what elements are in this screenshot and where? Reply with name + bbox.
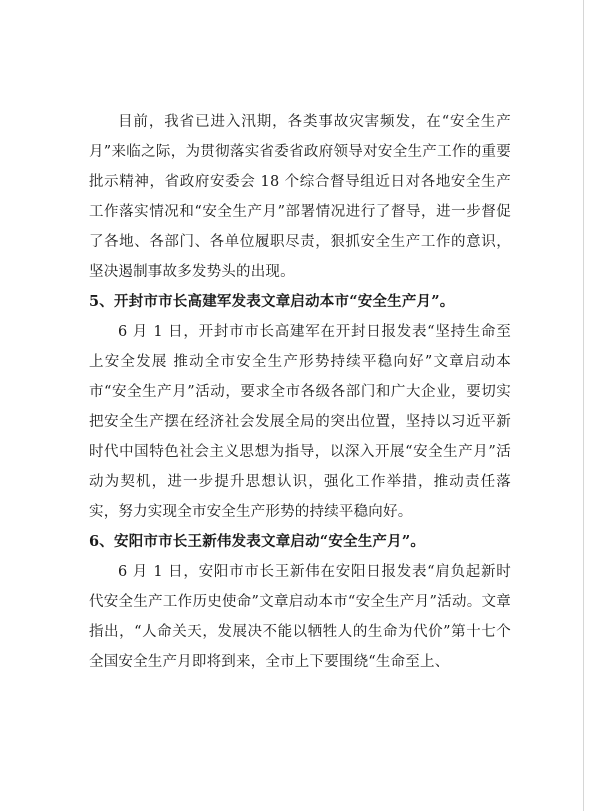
document-body bbox=[89, 107, 511, 677]
section-heading-anyang: 6、安阳市市长王新伟发表文章启动“安全生产月”。 bbox=[89, 533, 426, 550]
paragraph-kaifeng-article: 6 月 1 日，开封市市长高建军在开封日报发表“坚持生命至上安全发展 推动全市安全生产形势持续平稳向好”文章启动本市“安全生产月”活动，要求全市各级各部门和广大企业，要切实把安全生产摆在经济社会发展全局的突出位置，坚持以习近平新时代中国特色社会主义思想为指导，以深入开展“安全生产月”活动为契机，进一步提升思想认识，强化工作举措，推动责任落实，努力实现全市安全生产形势的持续平稳向好。 bbox=[89, 324, 511, 520]
paragraph-anyang-article: 6 月 1 日，安阳市市长王新伟在安阳日报发表“肩负起新时代安全生产工作历史使命”文章启动本市“安全生产月”活动。文章指出，“人命关天，发展决不能以牺牲人的生命为代价”第十七个全国安全生产月即将到来，全市上下要围绕“生命至上、 bbox=[89, 564, 511, 670]
page-edge-divider bbox=[583, 0, 584, 811]
paragraph-flood-season-supervision: 目前，我省已进入汛期，各类事故灾害频发，在“安全生产月”来临之际，为贯彻落实省委省政府领导对安全生产工作的重要批示精神，省政府安委会 18 个综合督导组近日对各地安全生产工作落实情况和“安全生产月”部署情况进行了督导，进一步督促了各地、各部门、各单位履职尽责，狠抓安全生产工作的意识，坚决遏制事故多发势头的出现。 bbox=[89, 114, 511, 280]
section-heading-kaifeng: 5、开封市市长高建军发表文章启动本市“安全生产月”。 bbox=[89, 293, 455, 310]
